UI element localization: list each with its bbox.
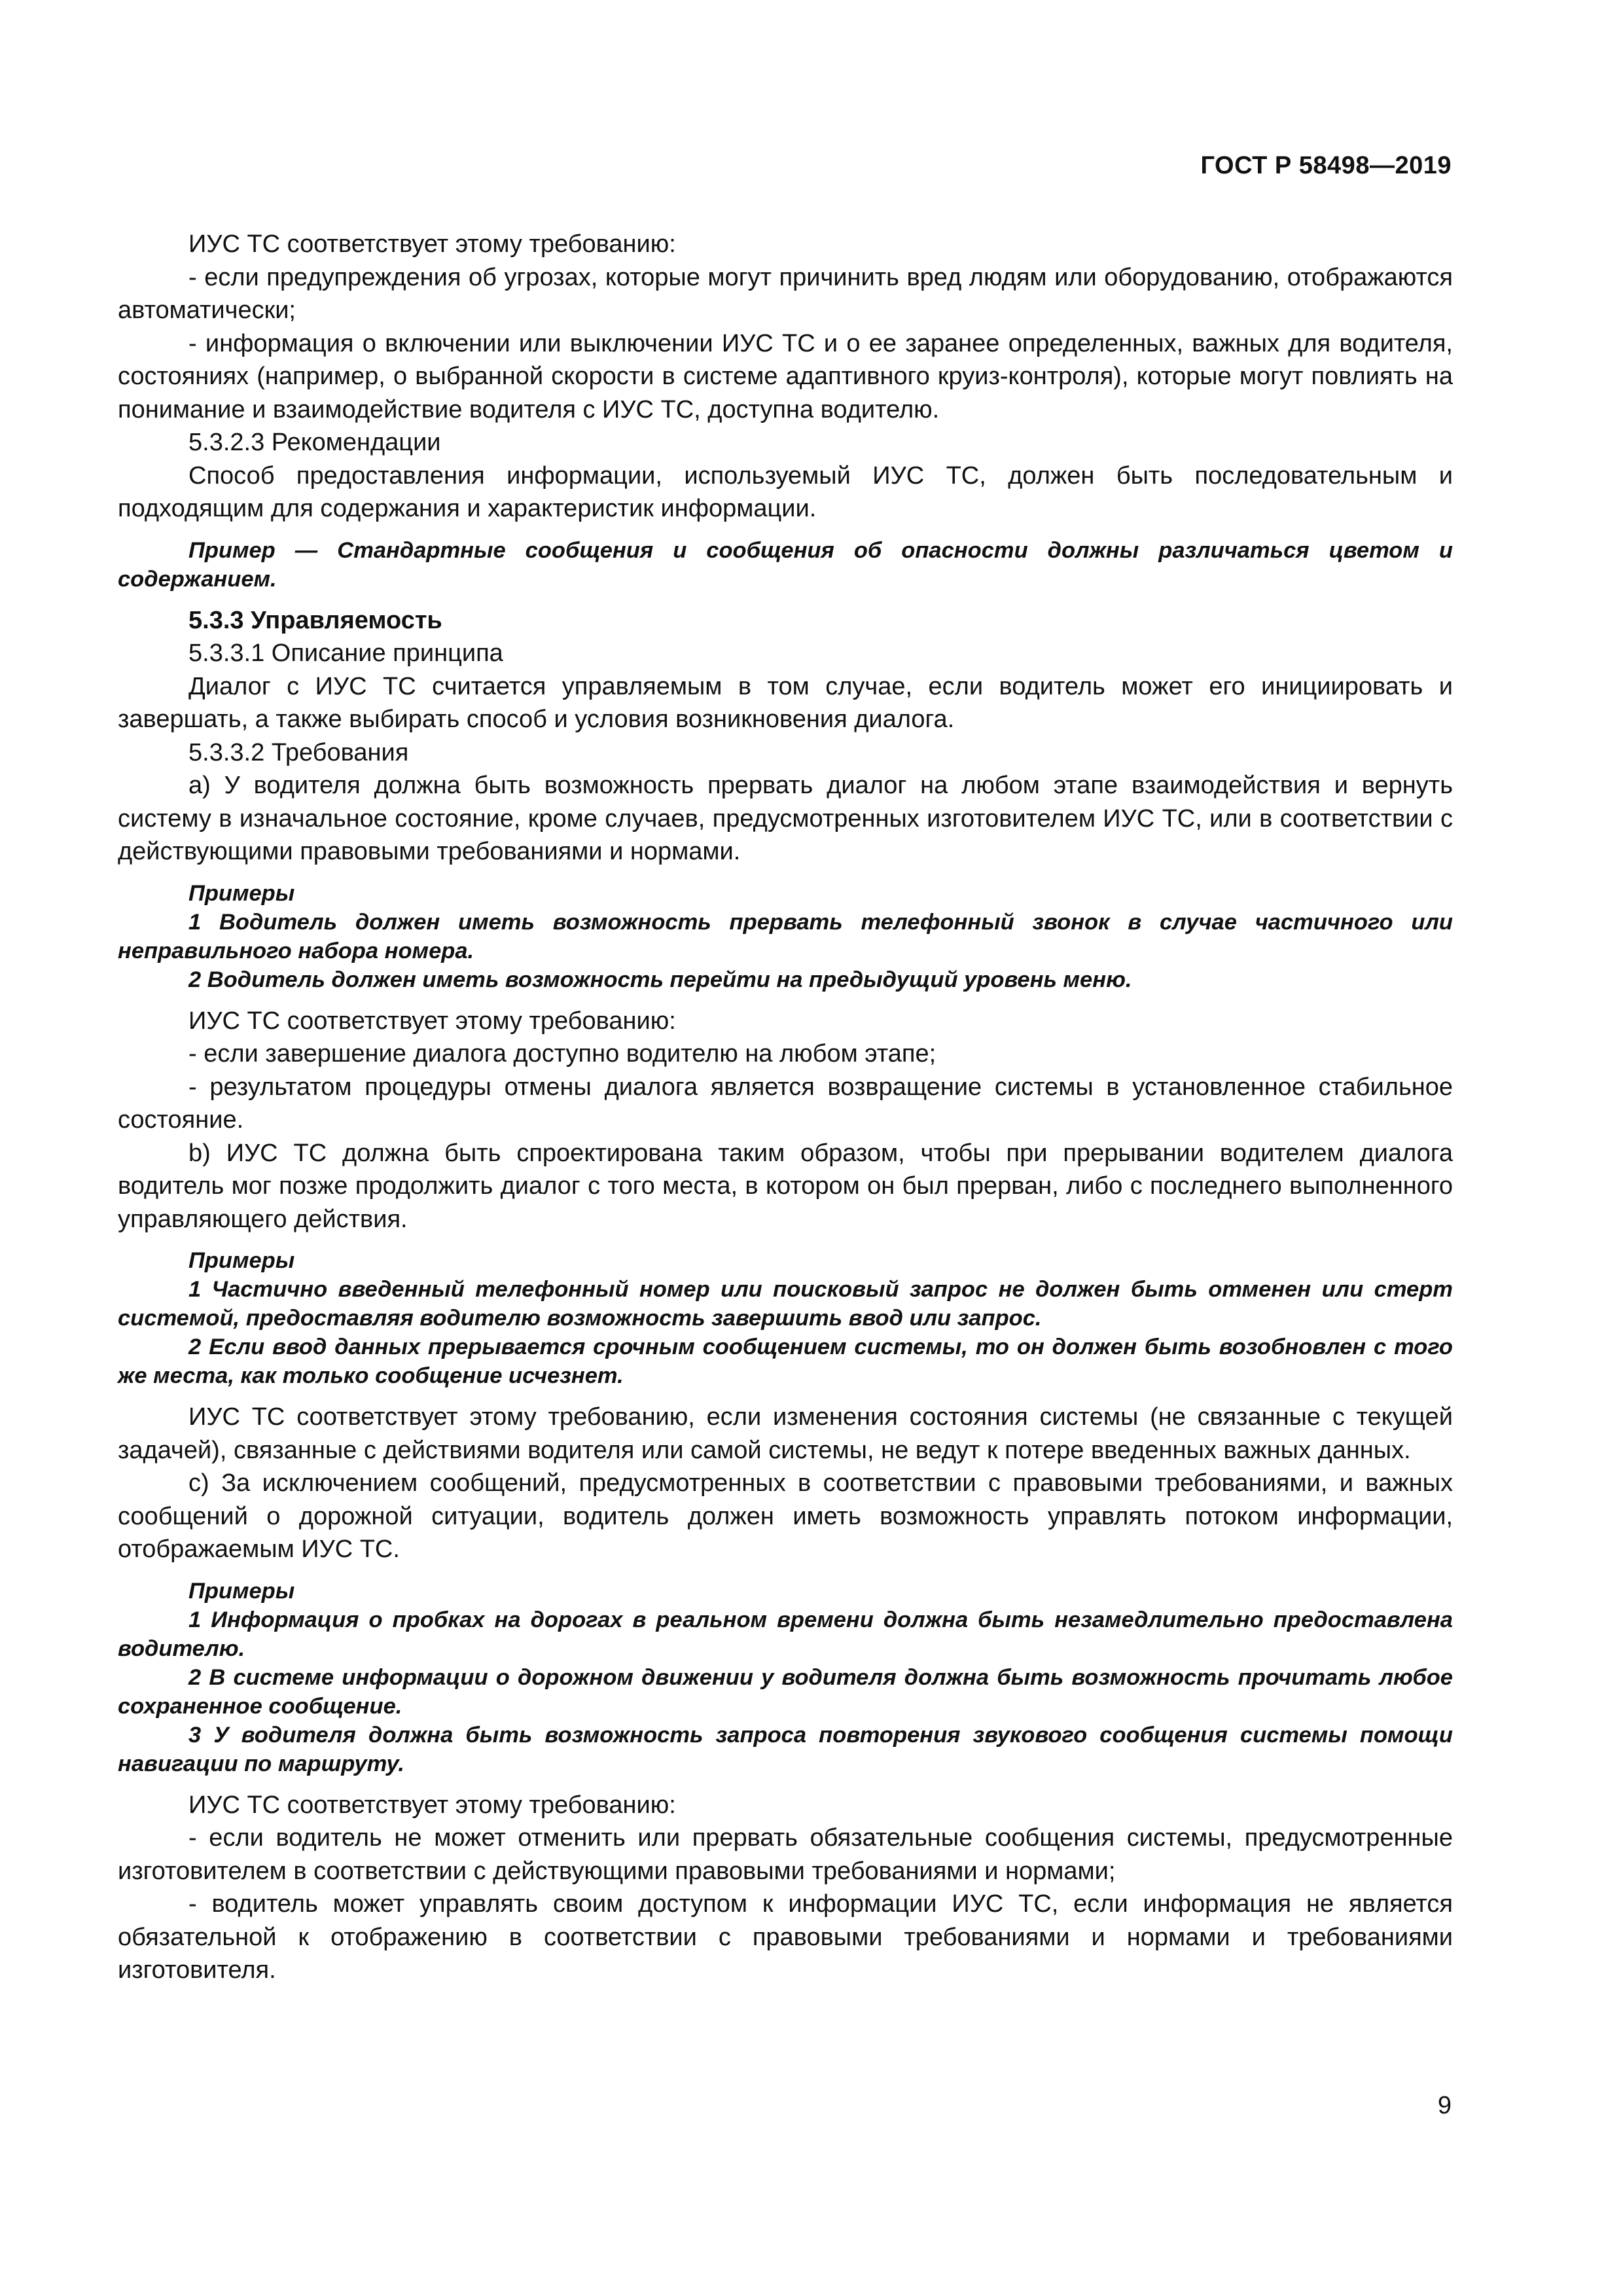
example-note: 1 Частично введенный телефонный номер или поисковый запрос не должен быть отменен или стерт системой, предоставляя водителю возможность завершить ввод или запрос.: [118, 1277, 1453, 1331]
example-note: 2 В системе информации о дорожном движении у водителя должна быть возможность прочитать любое сохраненное сообщение.: [118, 1664, 1453, 1719]
list-item: - водитель может управлять своим доступом к информации ИУС ТС, если информация не является обязательной к отображению в соответствии с правовыми требованиями и нормами и требованиями изготовителя.: [118, 1890, 1453, 1984]
subsection-title: 5.3.2.3 Рекомендации: [188, 429, 441, 456]
body-paragraph: ИУС ТС соответствует этому требованию:: [188, 230, 676, 258]
example-note: Пример — Стандартные сообщения и сообщения об опасности должны различаться цветом и содержанием.: [118, 537, 1453, 592]
examples-label: Примеры: [188, 1248, 295, 1273]
page-number: 9: [1437, 2092, 1452, 2119]
list-item: - если предупреждения об угрозах, которые могут причинить вред людям или оборудованию, отображаются автоматически;: [118, 263, 1453, 324]
page-body: [118, 228, 1453, 1987]
examples-label: Примеры: [188, 880, 295, 906]
list-item: - если завершение диалога доступно водителю на любом этапе;: [188, 1040, 936, 1067]
example-note: 3 У водителя должна быть возможность запроса повторения звукового сообщения системы помощи навигации по маршруту.: [118, 1722, 1453, 1776]
body-paragraph: Диалог с ИУС ТС считается управляемым в том случае, если водитель может его инициировать и завершать, а также выбирать способ и условия возникновения диалога.: [118, 672, 1453, 733]
list-item: - если водитель не может отменить или прервать обязательные сообщения системы, предусмотренные изготовителем в соответствии с действующими правовыми требованиями и нормами;: [118, 1824, 1453, 1885]
body-paragraph: ИУС ТС соответствует этому требованию:: [188, 1007, 676, 1035]
subsection-title: 5.3.3.1 Описание принципа: [188, 639, 503, 667]
requirement-item: с) За исключением сообщений, предусмотренных в соответствии с правовыми требованиями, и важных сообщений о дорожной ситуации, водитель должен иметь возможность управлять потоком информации, отображаемым ИУС ТС.: [118, 1469, 1453, 1563]
examples-label: Примеры: [188, 1578, 295, 1604]
list-item: - информация о включении или выключении ИУС ТС и о ее заранее определенных, важных для водителя, состояниях (например, о выбранной скорости в системе адаптивного круиз-контроля), которые могут повлиять на понимание и взаимодействие водителя с ИУС ТС, доступна водителю.: [118, 329, 1453, 423]
subsection-title: 5.3.3.2 Требования: [188, 738, 409, 766]
body-paragraph: ИУС ТС соответствует этому требованию:: [188, 1791, 676, 1819]
section-heading: 5.3.3 Управляемость: [188, 606, 442, 634]
document-designation: ГОСТ Р 58498—2019: [1200, 152, 1452, 179]
list-item: - результатом процедуры отмены диалога является возвращение системы в установленное стабильное состояние.: [118, 1073, 1453, 1134]
example-note: 2 Если ввод данных прерывается срочным сообщением системы, то он должен быть возобновлен с того же места, как только сообщение исчезнет.: [118, 1335, 1453, 1388]
requirement-item: b) ИУС ТС должна быть спроектирована таким образом, чтобы при прерывании водителем диалога водитель мог позже продолжить диалог с того места, в котором он был прерван, либо с последнего выполненного управляющего действия.: [118, 1139, 1453, 1233]
body-paragraph: Способ предоставления информации, используемый ИУС ТС, должен быть последовательным и подходящим для содержания и характеристик информации.: [118, 461, 1453, 522]
example-note: 1 Информация о пробках на дорогах в реальном времени должна быть незамедлительно предоставлена водителю.: [118, 1607, 1453, 1661]
example-note: 1 Водитель должен иметь возможность прервать телефонный звонок в случае частичного или неправильного набора номера.: [118, 909, 1453, 963]
example-note: 2 Водитель должен иметь возможность перейти на предыдущий уровень меню.: [188, 967, 1132, 992]
body-paragraph: ИУС ТС соответствует этому требованию, если изменения состояния системы (не связанные с текущей задачей), связанные с действиями водителя или самой системы, не ведут к потере введенных важных данных.: [118, 1403, 1453, 1464]
requirement-item: а) У водителя должна быть возможность прервать диалог на любом этапе взаимодействия и вернуть систему в изначальное состояние, кроме случаев, предусмотренных изготовителем ИУС ТС, или в соответствии с действующими правовыми требованиями и нормами.: [118, 772, 1453, 865]
